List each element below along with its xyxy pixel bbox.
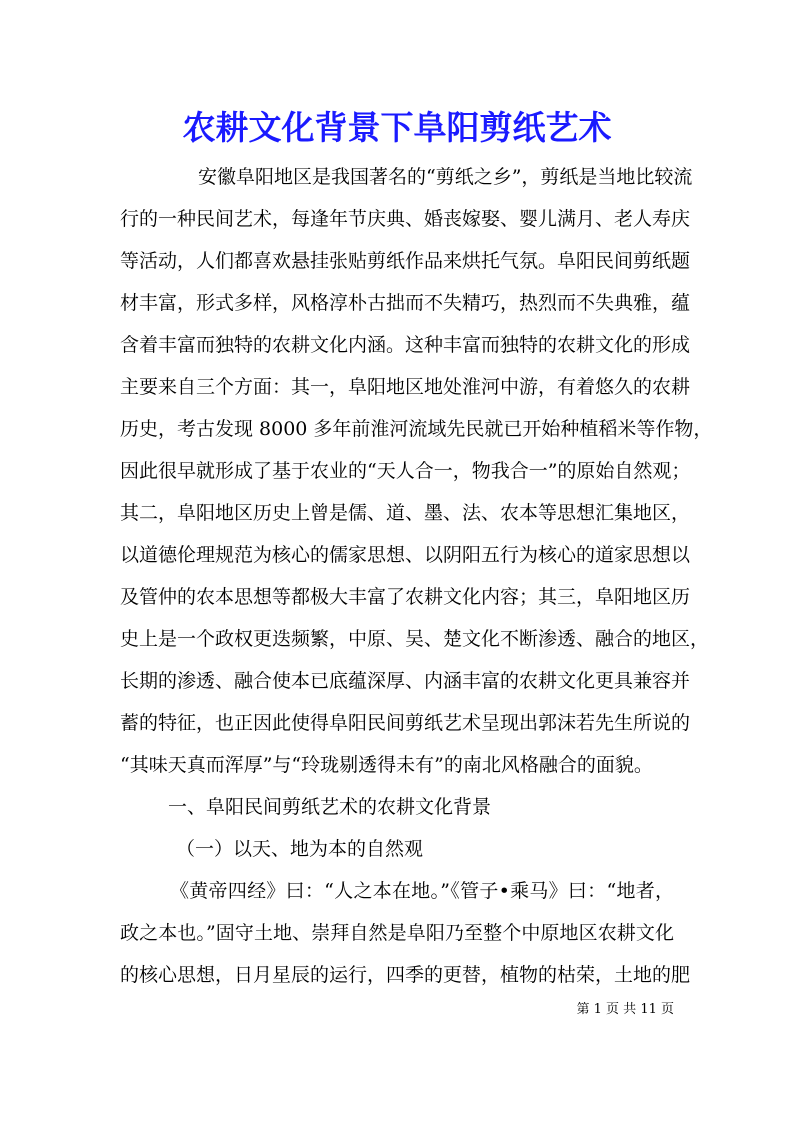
paragraph-line: 政之本也。”固守土地、崇拜自然是阜阳乃至整个中原地区农耕文化 xyxy=(120,922,674,944)
paragraph-line: 含着丰富而独特的农耕文化内涵。这种丰富而独特的农耕文化的形成 xyxy=(120,334,691,356)
paragraph-line: 主要来自三个方面：其一，阜阳地区地处淮河中游，有着悠久的农耕 xyxy=(120,376,691,398)
paragraph-line: 史上是一个政权更迭频繁，中原、吴、楚文化不断渗透、融合的地区， xyxy=(120,628,710,650)
document-title: 农耕文化背景下阜阳剪纸艺术 xyxy=(182,108,612,147)
paragraph-line: 的核心思想，日月星辰的运行，四季的更替，植物的枯荣，土地的肥 xyxy=(120,964,691,986)
paragraph-line: 其二，阜阳地区历史上曾是儒、道、墨、法、农本等思想汇集地区， xyxy=(120,502,691,524)
page-number: 第 1 页 共 11 页 xyxy=(576,1002,674,1017)
paragraph-line: 长期的渗透、融合使本已底蕴深厚、内涵丰富的农耕文化更具兼容并 xyxy=(120,670,691,692)
paragraph-line: 蓄的特征，也正因此使得阜阳民间剪纸艺术呈现出郭沫若先生所说的 xyxy=(120,712,691,734)
subsection-heading: （一）以天、地为本的自然观 xyxy=(176,838,424,860)
paragraph-line: 以道德伦理规范为核心的儒家思想、以阴阳五行为核心的道家思想以 xyxy=(120,544,691,566)
paragraph-line: 等活动，人们都喜欢悬挂张贴剪纸作品来烘托气氛。阜阳民间剪纸题 xyxy=(120,250,691,272)
section-heading: 一、阜阳民间剪纸艺术的农耕文化背景 xyxy=(168,796,492,818)
paragraph-line: “其味天真而浑厚”与“玲珑剔透得未有”的南北风格融合的面貌。 xyxy=(120,754,653,776)
paragraph-line: 及管仲的农本思想等都极大丰富了农耕文化内容；其三，阜阳地区历 xyxy=(120,586,691,608)
paragraph-line: 材丰富，形式多样，风格淳朴古拙而不失精巧，热烈而不失典雅，蕴 xyxy=(120,292,691,314)
paragraph-line: 历史，考古发现 8000 多年前淮河流域先民就已开始种植稻米等作物， xyxy=(120,418,713,440)
paragraph-line: 因此很早就形成了基于农业的“天人合一，物我合一”的原始自然观； xyxy=(120,460,691,482)
document-body xyxy=(120,156,713,996)
paragraph-line: 《黄帝四经》曰：“人之本在地。”《管子•乘马》曰：“地者， xyxy=(170,880,674,902)
paragraph-line: 安徽阜阳地区是我国著名的“剪纸之乡”，剪纸是当地比较流 xyxy=(198,166,693,188)
paragraph-line: 行的一种民间艺术，每逢年节庆典、婚丧嫁娶、婴儿满月、老人寿庆 xyxy=(120,208,691,230)
